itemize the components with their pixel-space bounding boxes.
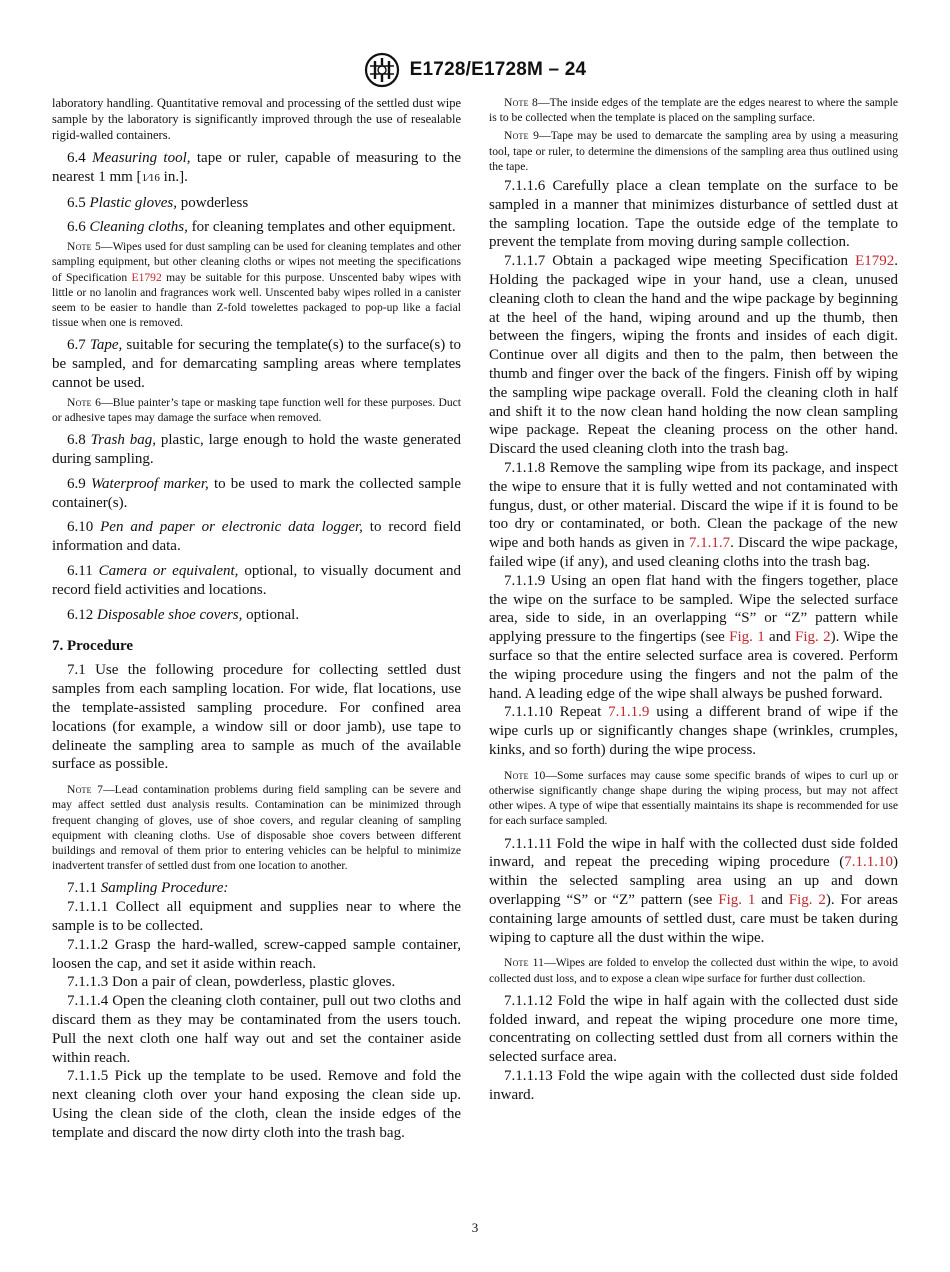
astm-logo-icon [364,52,400,88]
section-7-1-1-12: 7.1.1.12 Fold the wipe in half again with the collected dust side folded inward, and repeat the wiping procedure one more time, concentrating on collecting settled dust from all corners within the selected surface area. [489,992,898,1066]
section-7-1: 7.1 Use the following procedure for collecting settled dust samples from each sampling location. For wide, flat locations, use the template-assisted sampling procedure. For confined area locations (for example, a window sill or door jamb), use tape to delineate the sampling area to sample as much of the available surface as possible. [52,662,461,773]
section-7-1-1-6: 7.1.1.6 Carefully place a clean template on the surface to be sampled in a manner that minimizes disturbance of settled dust at the sampling location. Tape the outside edge of the template to prevent the template from moving during sample collection. [489,178,898,251]
section-7-1-1-4: 7.1.1.4 Open the cleaning cloth container, pull out two cloths and discard them as they may be contaminated from the users touch. Pull the next cloth one half way out and set the container aside within reach. [52,993,461,1066]
section-7-1-1-2: 7.1.1.2 Grasp the hard-walled, screw-capped sample container, loosen the cap, and set it aside within reach. [52,936,461,972]
link-fig-1[interactable]: Fig. 1 [718,891,756,908]
section-6-7: 6.7 Tape, suitable for securing the template(s) to the surface(s) to be sampled, and for demarcating sampling areas where templates cannot be used. [52,337,462,391]
link-7-1-1-7[interactable]: 7.1.1.7 [688,535,731,552]
section-6-6: 6.6 Cleaning cloths, for cleaning templates and other equipment. [67,219,456,236]
left-column [52,95,461,1143]
section-7-1-1-7: 7.1.1.7 Obtain a packaged wipe meeting Specification E1792. Holding the packaged wipe in your hand, use a clean, unused cleaning cloth to clean the hand and the wipe package by beginning at the heel of the hand, wiping around and up the thumb, then between the fingers, wiping the fronts and insides of each digit. Continue over all digits and then to the palm, then between the thumb and finger over the back of the fingers. Finish off by wiping the sampling wipe package overall. Fold the cleaning cloth in half and shift it to the now clean hand holding the now clean sampling wipe package. Repeat the cleaning process on the other hand. Discard the used cleaning cloth into the trash bag. [489,253,898,458]
note-6: Note 6—Blue painter’s tape or masking tape function well for these purposes. Duct or adhesive tapes may damage the surface when removed. [52,395,461,424]
link-fig-2[interactable]: Fig. 2 [788,891,826,908]
document-designation: E1728/E1728M – 24 [409,59,587,80]
link-e1792[interactable]: E1792 [855,253,895,270]
section-7-1-1-5: 7.1.1.5 Pick up the template to be used. Remove and fold the next cleaning cloth over your hand exposing the clean side up. Using the clean side of the cloth, clean the inside edges of the template and discard the now dirty cloth into the trash bag. [52,1068,461,1141]
section-7-1-1-1: 7.1.1.1 Collect all equipment and supplies near to where the sample is to be collected. [52,899,461,934]
section-6-10: 6.10 Pen and paper or electronic data logger, to record field information and data. [52,519,462,555]
link-7-1-1-9[interactable]: 7.1.1.9 [608,704,650,721]
note-9: Note 9—Tape may be used to demarcate the sampling area by using a measuring tool, tape or ruler, to determine the dimensions of the sampling area thus outlined using the tape. [489,129,898,173]
section-6-9: 6.9 Waterproof marker, to be used to mark the collected sample container(s). [52,475,461,511]
section-7-1-1-8: 7.1.1.8 Remove the sampling wipe from its package, and inspect the wipe to ensure that it is fully wetted and not contaminated with fungus, dust, or other material. Discard the wipe if it is found to be too dry or contaminated, or both. Clean the package of the new wipe and both hands as given in 7.1.1.7. Discard the wipe package, failed wipe (if any), and used cleaning cloths into the trash bag. [489,459,898,570]
link-fig-1[interactable]: Fig. 1 [729,629,765,646]
section-7-1-1: 7.1.1 Sampling Procedure: [67,880,229,897]
page-number: 3 [471,1220,479,1235]
paragraph-continuation: laboratory handling. Quantitative removal and processing of the settled dust wipe sample by the laboratory is significantly improved through the use of resealable rigid-walled containers. [52,96,461,142]
right-column [489,95,898,1105]
link-fig-2[interactable]: Fig. 2 [795,629,831,646]
section-6-11: 6.11 Camera or equivalent, optional, to visually document and record field activities and locations. [52,562,461,598]
section-7-1-1-3: 7.1.1.3 Don a pair of clean, powderless, plastic gloves. [67,974,396,991]
section-6-5: 6.5 Plastic gloves, powderless [67,194,249,211]
note-10: Note 10—Some surfaces may cause some specific brands of wipes to curl up or otherwise significantly change shape during the wiping process, but may not affect other wipes. A type of wipe that essentially maintains its shape is recommended for use for each surface sampled. [489,768,898,828]
section-7-1-1-13: 7.1.1.13 Fold the wipe again with the collected dust side folded inward. [489,1067,898,1103]
note-8: Note 8—The inside edges of the template are the edges nearest to where the sample is to be collected when the template is placed on the sampling surface. [489,96,898,125]
link-e1792[interactable]: E1792 [131,270,162,284]
section-7-heading: 7. Procedure [52,638,134,655]
section-6-4: 6.4 Measuring tool, tape or ruler, capable of measuring to the nearest 1 mm [1⁄16 in.]. [52,150,461,185]
section-7-1-1-10: 7.1.1.10 Repeat 7.1.1.9 using a different brand of wipe if the wipe curls up or significantly changes shape (wrinkles, crumples, kinks, and so forth) during the wipe process. [489,704,898,758]
note-5: Note 5—Wipes used for dust sampling can be used for cleaning templates and other sampling equipment, but other cleaning cloths or wipes not meeting the specifications of Specification E1792 may be suitable for this purpose. Unscented baby wipes with little or no lanolin and fragrances work well. Unscented baby wipes rolled in a canister seem to be easier to handle than Z-fold towelettes packaged to pop-up like a facial tissue when one is removed. [52,240,462,330]
section-6-12: 6.12 Disposable shoe covers, optional. [67,606,300,623]
section-6-8: 6.8 Trash bag, plastic, large enough to hold the waste generated during sampling. [52,432,461,467]
section-7-1-1-11: 7.1.1.11 Fold the wipe in half with the collected dust side folded inward, and repeat the preceding wiping procedure (7.1.1.10) within the selected sampling area using an up and down overlapping “S” or “Z” pattern (see Fig. 1 and Fig. 2). For areas containing large amounts of settled dust, care must be taken during wiping to capture all the dust within the wipe. [489,835,898,946]
section-7-1-1-9: 7.1.1.9 Using an open flat hand with the fingers together, place the wipe on the surface to be sampled. Wipe the selected surface area, side to side, in an overlapping “S” or “Z” pattern while applying pressure to the fingertips (see Fig. 1 and Fig. 2). Wipe the surface so that the entire selected surface area is covered. Perform the wiping procedure using the fingers and not the palm of the hand. A leading edge of the wipe shall always be pushed forward. [489,572,898,702]
page-header [0,52,950,88]
note-11: Note 11—Wipes are folded to envelop the collected dust within the wipe, to avoid collected dust loss, and to expose a clean wipe surface for further dust collection. [489,956,899,985]
note-7: Note 7—Lead contamination problems during field sampling can be severe and may affect settled dust analysis results. Contamination can be minimized through frequent changing of gloves, use of shoe covers, and regular cleaning of sampling equipment with cleaning cloths. Use of disposable shoe covers between different buildings and removal of them prior to entering vehicles can be helpful to minimize inadvertent transfer of settled dust from one location to another. [52,783,461,873]
link-7-1-1-10[interactable]: 7.1.1.10 [844,854,893,871]
